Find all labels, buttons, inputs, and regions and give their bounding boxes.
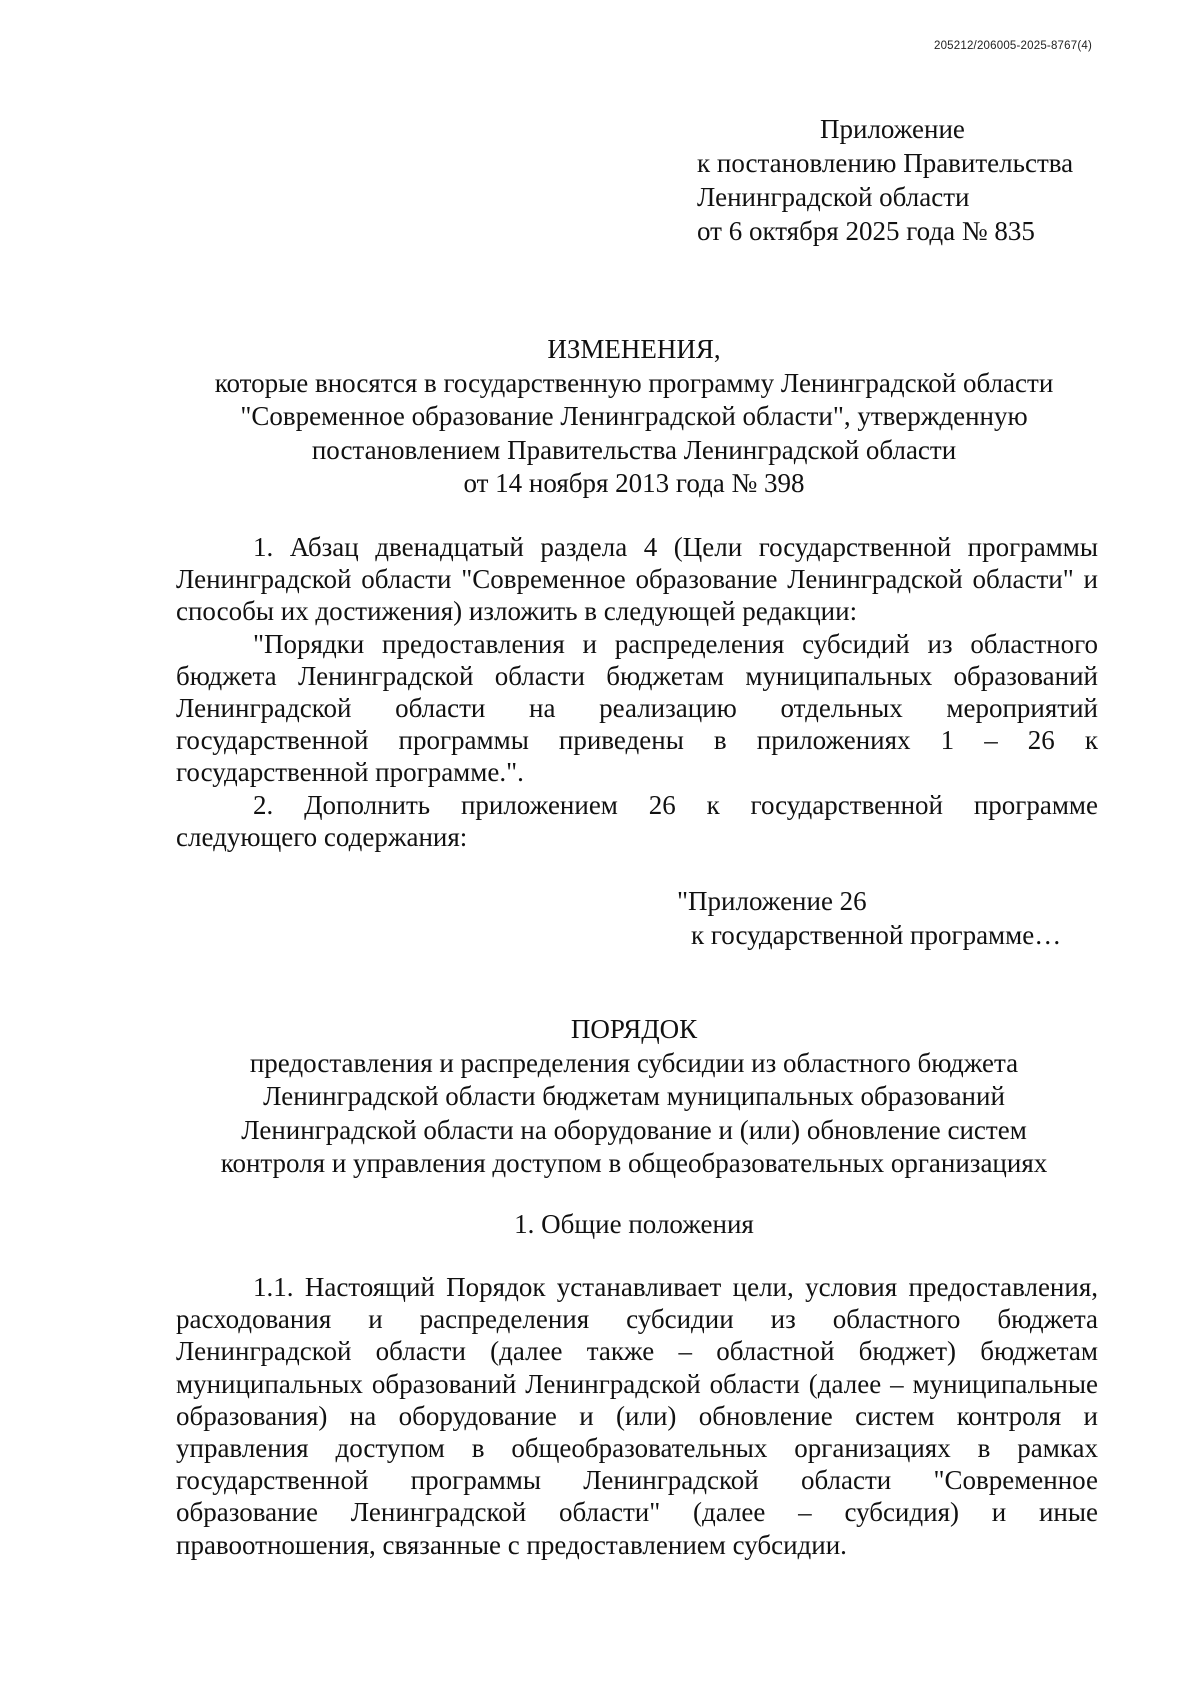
procedure-title: ПОРЯДОК [570, 1014, 698, 1044]
procedure-title-block [168, 1013, 1100, 1181]
changes-subtitle-2: "Современное образование Ленинградской области", утвержденную [240, 401, 1028, 431]
paragraph-2: "Порядки предоставления и распределения субсидий из областного бюджета Ленинградской области бюджетам муниципальных образований Ленинградской области на реализацию отдельных мероприятий государственной программы приведены в приложениях 1 – 26 к государственной программе.". [176, 628, 1098, 788]
appendix-line-4: от 6 октября 2025 года № 835 [697, 216, 1035, 246]
section-1-body [176, 1271, 1098, 1561]
appendix-line-1: Приложение [820, 114, 965, 144]
changes-title: ИЗМЕНЕНИЯ, [547, 334, 721, 364]
appendix-header [697, 112, 1117, 248]
document-id: 205212/206005-2025-8767(4) [933, 40, 1092, 52]
section-heading: 1. Общие положения [514, 1209, 754, 1239]
procedure-subtitle-1: предоставления и распределения субсидии из областного бюджета [249, 1047, 1019, 1078]
changes-subtitle-3: постановлением Правительства Ленинградской области [311, 434, 957, 465]
procedure-subtitle-4: контроля и управления доступом в общеобразовательных организациях [220, 1148, 1048, 1178]
quoted-appendix-header [677, 884, 1061, 952]
paragraph-3: 2. Дополнить приложением 26 к государственной программе следующего содержания: [176, 789, 1098, 852]
quoted-appendix-line-1: "Приложение 26 [677, 886, 867, 916]
paragraph-1-1: 1.1. Настоящий Порядок устанавливает цели, условия предоставления, расходования и распределения субсидии из областного бюджета Ленинградской области (далее также – областной бюджет) бюджетам муниципальных образований Ленинградской области (далее – муниципальные образования) на оборудование и (или) обновление систем контроля и управления доступом в общеобразовательных организациях в рамках государственной программы Ленинградской области "Современное образование Ленинградской области" (далее – субсидия) и иные правоотношения, связанные с предоставлением субсидии. [176, 1272, 1098, 1560]
procedure-subtitle-3: Ленинградской области на оборудование и (или) обновление систем [241, 1114, 1027, 1145]
quoted-appendix-line-2: к государственной программе… [691, 920, 1062, 950]
changes-body [176, 531, 1098, 853]
changes-title-block [168, 333, 1100, 501]
procedure-subtitle-2: Ленинградской области бюджетам муниципальных образований [263, 1081, 1005, 1111]
changes-subtitle-1: которые вносятся в государственную программу Ленинградской области [214, 367, 1054, 398]
appendix-line-3: Ленинградской области [697, 182, 970, 212]
appendix-line-2: к постановлению Правительства [697, 148, 1074, 178]
changes-subtitle-4: от 14 ноября 2013 года № 398 [463, 468, 805, 498]
paragraph-1: 1. Абзац двенадцатый раздела 4 (Цели государственной программы Ленинградской области "Современное образование Ленинградской области" и способы их достижения) изложить в следующей редакции: [176, 532, 1098, 627]
